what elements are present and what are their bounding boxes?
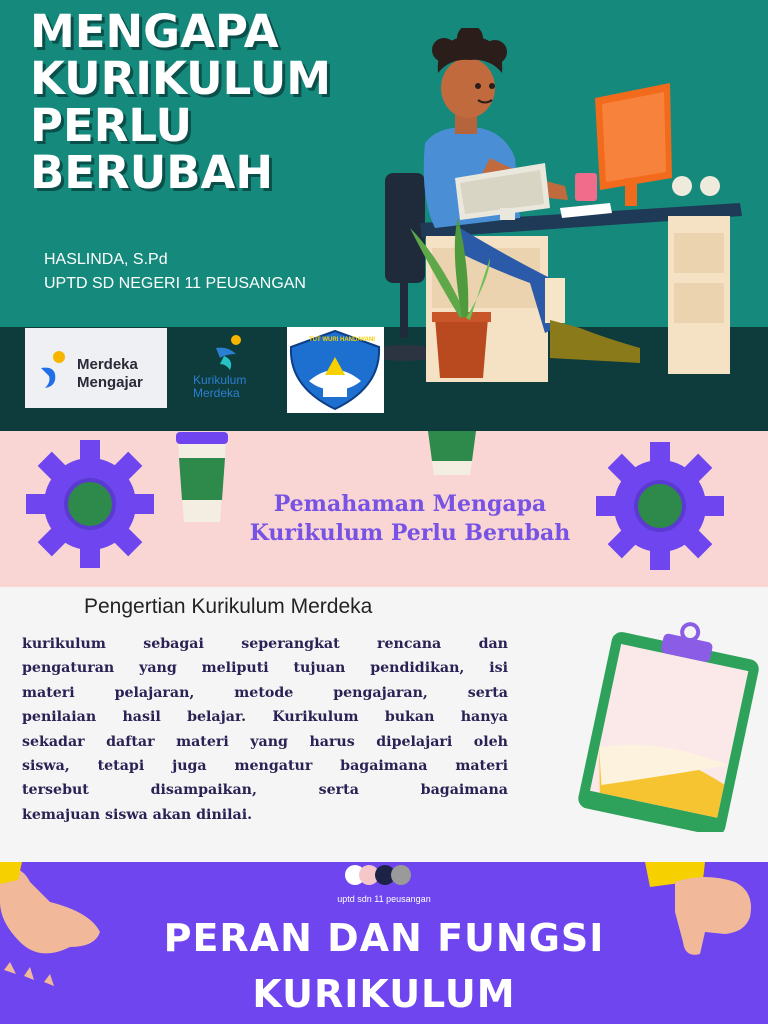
- logo-text: Merdeka: [193, 386, 240, 400]
- body-line: materi pelajaran, metode pengajaran, serta: [22, 684, 508, 701]
- body-line: kurikulum sebagai seperangkat rencana dan: [22, 636, 508, 652]
- main-title: [30, 5, 390, 199]
- person-at-desk-illustration: [380, 28, 750, 408]
- school-name: UPTD SD NEGERI 11 PEUSANGAN: [44, 275, 306, 292]
- tut-wuri-handayani-logo: [287, 327, 384, 413]
- thumbs-down-icon: [645, 862, 760, 962]
- pengertian-body: [22, 632, 508, 827]
- main-title-line: PERLU: [30, 99, 192, 152]
- left-gear-icon: [26, 440, 154, 568]
- logo-text: Mengajar: [77, 374, 143, 391]
- merdeka-mengajar-icon: [39, 350, 71, 390]
- school-tagline: uptd sdn 11 peusangan: [337, 894, 431, 904]
- pemahaman-title: [205, 490, 615, 548]
- palette-dot: [391, 865, 411, 885]
- body-line: sekadar daftar materi yang harus dipelajari oleh: [22, 733, 508, 750]
- main-title-line: MENGAPA: [30, 5, 279, 58]
- author-block: [44, 248, 306, 296]
- coffee-cup-top-icon: [424, 431, 480, 477]
- clipboard-icon: [575, 622, 765, 832]
- logo-text: Merdeka: [77, 356, 138, 373]
- pengertian-heading: Pengertian Kurikulum Merdeka: [84, 595, 373, 618]
- body-line: penilaian hasil belajar. Kurikulum bukan hanya: [22, 709, 508, 726]
- peran-title-line: KURIKULUM: [252, 972, 516, 1016]
- pemahaman-title-line: Pemahaman Mengapa: [273, 491, 547, 517]
- logo-text: Kurikulum: [193, 373, 247, 387]
- merdeka-mengajar-logo: [25, 328, 167, 408]
- body-line: tersebut disampaikan, serta bagaimana: [22, 782, 508, 799]
- body-line: pengaturan yang meliputi tujuan pendidikan, isi: [22, 660, 508, 677]
- body-line: siswa, tetapi juga mengatur bagaimana materi: [22, 758, 508, 775]
- body-line: kemajuan siswa akan dinilai.: [22, 806, 253, 823]
- main-title-line: BERUBAH: [30, 146, 274, 199]
- main-title-line: KURIKULUM: [30, 52, 332, 105]
- kurikulum-merdeka-logo: [190, 330, 270, 410]
- pemahaman-title-line: Kurikulum Perlu Berubah: [249, 520, 571, 546]
- right-gear-icon: [596, 442, 724, 570]
- author-name: HASLINDA, S.Pd: [44, 251, 168, 268]
- kurikulum-merdeka-icon: [210, 334, 250, 372]
- clapping-hands-icon: [0, 862, 110, 992]
- peran-title-line: PERAN DAN FUNGSI: [163, 916, 605, 960]
- emblem-caption: TUT WURI HANDAYANI: [309, 337, 375, 343]
